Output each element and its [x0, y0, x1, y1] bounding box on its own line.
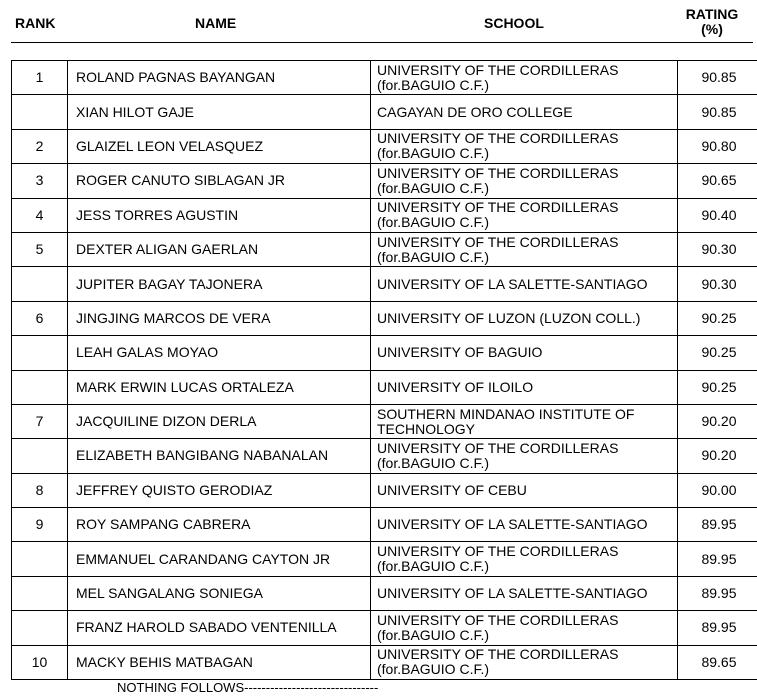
name-cell: JEFFREY QUISTO GERODIAZ — [68, 473, 371, 507]
results-table — [11, 60, 757, 680]
table-row — [12, 370, 757, 404]
rating-cell: 90.00 — [678, 473, 757, 507]
table-row — [12, 439, 757, 473]
table-row — [12, 164, 757, 198]
rating-cell: 90.30 — [678, 232, 757, 266]
school-line: SOUTHERN MINDANAO INSTITUTE OF — [377, 405, 635, 422]
rating-cell: 90.25 — [678, 301, 757, 335]
school-cell — [371, 267, 678, 301]
table-row — [12, 267, 757, 301]
rank-cell: 5 — [12, 232, 68, 266]
table-row — [12, 301, 757, 335]
school-line: UNIVERSITY OF THE CORDILLERAS — [377, 199, 619, 216]
rank-cell — [12, 95, 68, 129]
school-cell — [371, 232, 678, 266]
school-cell — [371, 129, 678, 163]
rating-cell: 89.95 — [678, 508, 757, 542]
school-line: UNIVERSITY OF THE CORDILLERAS — [377, 130, 619, 147]
rank-cell: 6 — [12, 301, 68, 335]
school-cell — [371, 164, 678, 198]
rating-cell: 90.40 — [678, 198, 757, 232]
table-header — [0, 0, 757, 44]
school-line: UNIVERSITY OF THE CORDILLERAS — [377, 646, 619, 663]
name-cell: DEXTER ALIGAN GAERLAN — [68, 232, 371, 266]
name-cell: MEL SANGALANG SONIEGA — [68, 576, 371, 610]
name-cell: GLAIZEL LEON VELASQUEZ — [68, 129, 371, 163]
rank-cell: 1 — [12, 61, 68, 95]
school-line: UNIVERSITY OF LA SALETTE-SANTIAGO — [377, 585, 648, 602]
school-line: UNIVERSITY OF LA SALETTE-SANTIAGO — [377, 516, 648, 533]
name-cell: ROLAND PAGNAS BAYANGAN — [68, 61, 371, 95]
name-cell: JESS TORRES AGUSTIN — [68, 198, 371, 232]
school-line: UNIVERSITY OF THE CORDILLERAS — [377, 439, 619, 456]
rank-cell: 10 — [12, 645, 68, 679]
school-line: UNIVERSITY OF BAGUIO — [377, 344, 543, 361]
school-line: UNIVERSITY OF THE CORDILLERAS — [377, 61, 619, 78]
table-row — [12, 508, 757, 542]
rank-cell — [12, 542, 68, 576]
school-cell — [371, 645, 678, 679]
school-line: UNIVERSITY OF THE CORDILLERAS — [377, 233, 619, 250]
table-row — [12, 129, 757, 163]
name-cell: LEAH GALAS MOYAO — [68, 336, 371, 370]
rating-cell: 89.95 — [678, 611, 757, 645]
name-cell: MARK ERWIN LUCAS ORTALEZA — [68, 370, 371, 404]
header-rating-unit: (%) — [701, 21, 723, 37]
school-line: UNIVERSITY OF THE CORDILLERAS — [377, 543, 619, 560]
rank-cell: 7 — [12, 404, 68, 438]
name-cell: ROGER CANUTO SIBLAGAN JR — [68, 164, 371, 198]
rating-cell: 89.65 — [678, 645, 757, 679]
results-table-body — [12, 61, 757, 680]
rating-cell: 90.85 — [678, 95, 757, 129]
school-cell — [371, 61, 678, 95]
school-cell — [371, 439, 678, 473]
school-line: TECHNOLOGY — [377, 420, 476, 437]
school-cell — [371, 508, 678, 542]
school-line: UNIVERSITY OF LA SALETTE-SANTIAGO — [377, 275, 648, 292]
table-row — [12, 336, 757, 370]
school-line: UNIVERSITY OF THE CORDILLERAS — [377, 164, 619, 181]
rank-cell — [12, 576, 68, 610]
school-cell — [371, 336, 678, 370]
school-line: (for.BAGUIO C.F.) — [377, 626, 490, 643]
header-rating — [683, 7, 741, 37]
table-row — [12, 576, 757, 610]
school-line: (for.BAGUIO C.F.) — [377, 454, 490, 471]
nothing-follows-note: NOTHING FOLLOWS------------------------------- — [117, 680, 379, 695]
table-row — [12, 404, 757, 438]
school-line: (for.BAGUIO C.F.) — [377, 248, 490, 265]
school-cell — [371, 301, 678, 335]
rank-cell — [12, 439, 68, 473]
rank-cell: 9 — [12, 508, 68, 542]
name-cell: XIAN HILOT GAJE — [68, 95, 371, 129]
name-cell: ELIZABETH BANGIBANG NABANALAN — [68, 439, 371, 473]
rating-cell: 90.65 — [678, 164, 757, 198]
rank-cell — [12, 267, 68, 301]
table-row — [12, 645, 757, 679]
table-row — [12, 542, 757, 576]
header-divider — [11, 42, 753, 43]
school-cell — [371, 370, 678, 404]
rating-cell: 90.80 — [678, 129, 757, 163]
name-cell: EMMANUEL CARANDANG CAYTON JR — [68, 542, 371, 576]
rating-cell: 90.85 — [678, 61, 757, 95]
rating-cell: 90.25 — [678, 336, 757, 370]
school-cell — [371, 404, 678, 438]
header-rank: RANK — [15, 15, 56, 31]
name-cell: JACQUILINE DIZON DERLA — [68, 404, 371, 438]
rank-cell: 8 — [12, 473, 68, 507]
rank-cell: 4 — [12, 198, 68, 232]
table-row — [12, 95, 757, 129]
name-cell: JUPITER BAGAY TAJONERA — [68, 267, 371, 301]
rank-cell — [12, 336, 68, 370]
rating-cell: 90.25 — [678, 370, 757, 404]
name-cell: FRANZ HAROLD SABADO VENTENILLA — [68, 611, 371, 645]
rank-cell: 3 — [12, 164, 68, 198]
rank-cell: 2 — [12, 129, 68, 163]
school-cell — [371, 576, 678, 610]
header-rating-label: RATING — [685, 6, 739, 22]
school-line: UNIVERSITY OF CEBU — [377, 481, 527, 498]
header-name: NAME — [195, 15, 237, 31]
table-row — [12, 611, 757, 645]
school-line: (for.BAGUIO C.F.) — [377, 661, 490, 678]
table-row — [12, 473, 757, 507]
school-line: UNIVERSITY OF ILOILO — [377, 378, 534, 395]
school-line: UNIVERSITY OF LUZON (LUZON COLL.) — [377, 309, 641, 326]
school-line: (for.BAGUIO C.F.) — [377, 214, 490, 231]
rating-cell: 89.95 — [678, 542, 757, 576]
name-cell: MACKY BEHIS MATBAGAN — [68, 645, 371, 679]
school-cell — [371, 611, 678, 645]
name-cell: ROY SAMPANG CABRERA — [68, 508, 371, 542]
rank-cell — [12, 611, 68, 645]
rating-cell: 90.20 — [678, 439, 757, 473]
school-line: (for.BAGUIO C.F.) — [377, 76, 490, 93]
school-line: UNIVERSITY OF THE CORDILLERAS — [377, 611, 619, 628]
rating-cell: 90.20 — [678, 404, 757, 438]
table-row — [12, 232, 757, 266]
school-cell — [371, 542, 678, 576]
school-line: (for.BAGUIO C.F.) — [377, 558, 490, 575]
table-row — [12, 198, 757, 232]
rating-cell: 90.30 — [678, 267, 757, 301]
header-school: SCHOOL — [484, 15, 544, 31]
school-line: CAGAYAN DE ORO COLLEGE — [377, 103, 573, 120]
rank-cell — [12, 370, 68, 404]
table-row — [12, 61, 757, 95]
rating-cell: 89.95 — [678, 576, 757, 610]
school-cell — [371, 473, 678, 507]
school-cell — [371, 95, 678, 129]
school-line: (for.BAGUIO C.F.) — [377, 179, 490, 196]
school-cell — [371, 198, 678, 232]
school-line: (for.BAGUIO C.F.) — [377, 145, 490, 162]
name-cell: JINGJING MARCOS DE VERA — [68, 301, 371, 335]
